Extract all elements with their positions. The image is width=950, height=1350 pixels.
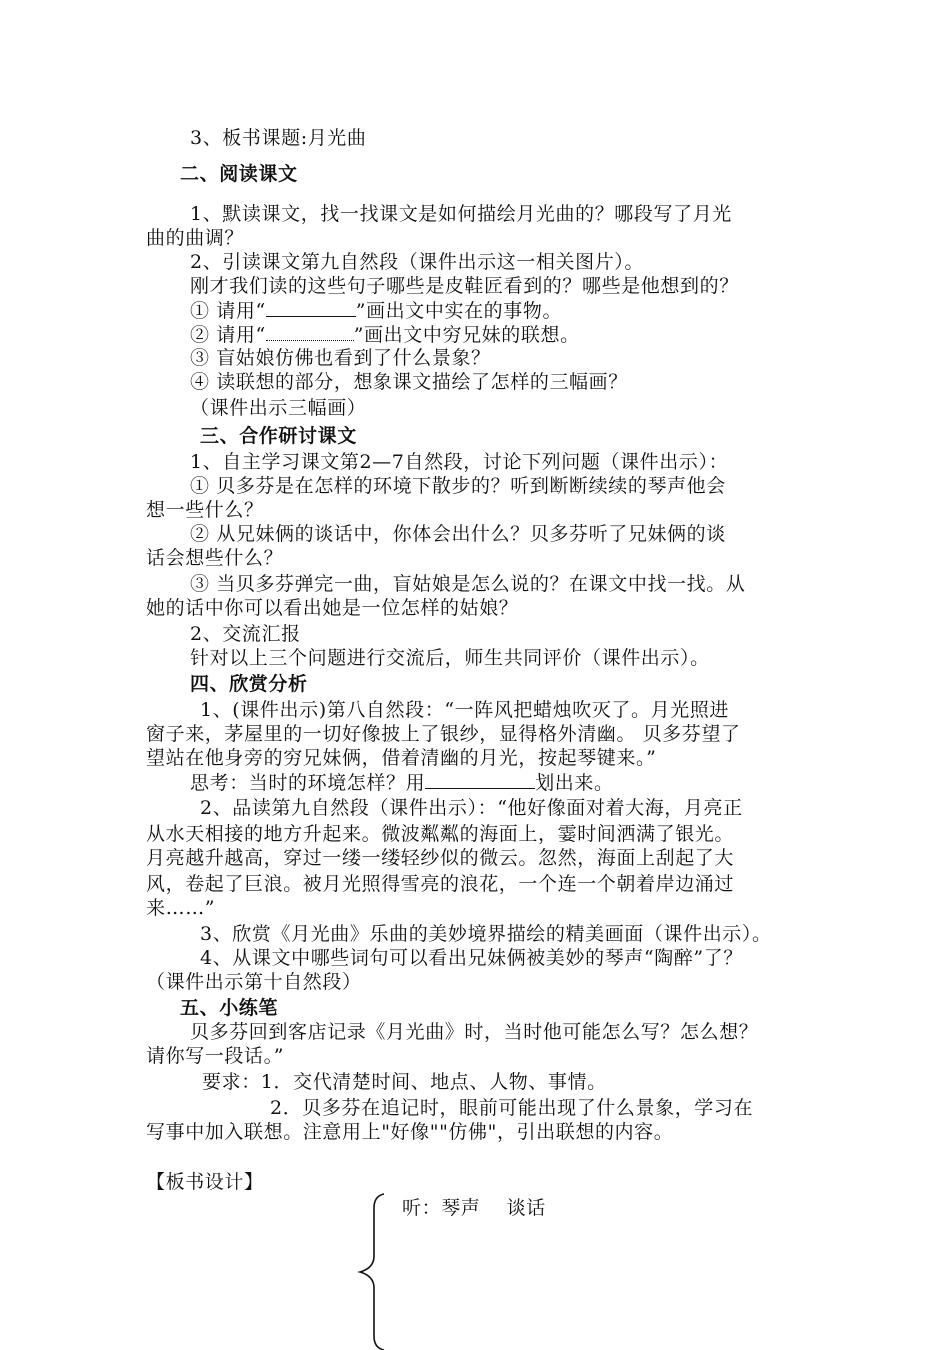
s2-task1-pre: ① 请用“ bbox=[190, 300, 266, 322]
s3-q2: 2、交流汇报 bbox=[190, 623, 301, 645]
section-3-heading: 三、合作研讨课文 bbox=[200, 425, 357, 447]
s4-a4-note: （课件出示第十自然段） bbox=[146, 971, 362, 993]
s3-p2-line2: 话会想些什么？ bbox=[146, 547, 284, 569]
s4-think-pre: 思考：当时的环境怎样？用 bbox=[190, 772, 426, 794]
s5-requirement-1: 要求：1．交代清楚时间、地点、人物、事情。 bbox=[202, 1071, 607, 1093]
section-5-heading: 五、小练笔 bbox=[180, 997, 279, 1019]
s2-q1-line2: 曲的曲调？ bbox=[146, 227, 245, 249]
s4-a1-line1: 1、(课件出示)第八自然段：“一阵风把蜡烛吹灭了。月光照进 bbox=[200, 699, 730, 721]
s4-a1-line3: 望站在他身旁的穷兄妹俩，借着清幽的月光，按起琴键来。” bbox=[146, 747, 657, 769]
s2-task4-note: （课件出示三幅画） bbox=[190, 397, 367, 419]
s2-task1 bbox=[190, 298, 562, 323]
s2-q2-prompt: 刚才我们读的这些句子哪些是皮鞋匠看到的？哪些是他想到的？ bbox=[190, 275, 739, 297]
s5-requirement-2-line2: 写事中加入联想。注意用上"好像""仿佛"，引出联想的内容。 bbox=[146, 1121, 674, 1143]
s3-q2-detail: 针对以上三个问题进行交流后，师生共同评价（课件出示）。 bbox=[190, 647, 710, 669]
s3-p1-line2: 想一些什么？ bbox=[146, 499, 264, 521]
s3-p1-line1: ① 贝多芬是在怎样的环境下散步的？听到断断续续的琴声他会 bbox=[190, 475, 726, 497]
s4-think-post: 划出来。 bbox=[535, 772, 614, 794]
s2-task2-post: ”画出文中穷兄妹的联想。 bbox=[353, 324, 580, 346]
s4-a2-line1: 2、品读第九自然段（课件出示）：“他好像面对着大海，月亮正 bbox=[200, 797, 743, 819]
solid-underline-blank bbox=[266, 298, 356, 317]
s4-a2-line3: 月亮越升越高，穿过一缕一缕轻纱似的微云。忽然，海面上刮起了大 bbox=[146, 847, 735, 869]
s4-think bbox=[190, 770, 614, 795]
s4-a2-line4: 风，卷起了巨浪。被月光照得雪亮的浪花，一个连一个朝着岸边涌过 bbox=[146, 873, 735, 895]
s5-requirement-2-line1: 2．贝多芬在追记时，眼前可能出现了什么景象，学习在 bbox=[270, 1097, 754, 1119]
s4-a4: 4、从课文中哪些词句可以看出兄妹俩被美妙的琴声“陶醉”了？ bbox=[200, 947, 743, 969]
s4-a2-line2: 从水天相接的地方升起来。微波粼粼的海面上，霎时间洒满了银光。 bbox=[146, 823, 735, 845]
board-listen: 听：琴声 谈话 bbox=[402, 1197, 546, 1219]
dotted-underline-blank bbox=[266, 322, 354, 341]
s2-task1-post: ”画出文中实在的事物。 bbox=[355, 300, 563, 322]
s4-a2-line5: 来……” bbox=[146, 897, 216, 919]
left-brace-icon bbox=[352, 1190, 402, 1350]
section-2-heading: 二、阅读课文 bbox=[180, 163, 298, 185]
s5-prompt-line1: 贝多芬回到客店记录《月光曲》时，当时他可能怎么写？怎么想？ bbox=[190, 1021, 759, 1043]
s2-task4: ④ 读联想的部分，想象课文描绘了怎样的三幅画？ bbox=[190, 371, 628, 393]
board-design-title: 【板书设计】 bbox=[146, 1171, 264, 1193]
s2-task3: ③ 盲姑娘仿佛也看到了什么景象？ bbox=[190, 347, 491, 369]
s2-task2 bbox=[190, 322, 580, 347]
s3-p3-line1: ③ 当贝多芬弹完一曲，盲姑娘是怎么说的？在课文中找一找。从 bbox=[190, 573, 746, 595]
s2-task2-pre: ② 请用“ bbox=[190, 324, 266, 346]
s4-a1-line2: 窗子来，茅屋里的一切好像披上了银纱，显得格外清幽。 贝多芬望了 bbox=[146, 723, 741, 745]
s3-p2-line1: ② 从兄妹俩的谈话中，你体会出什么？贝多芬听了兄妹俩的谈 bbox=[190, 523, 726, 545]
intro-item-3: 3、板书课题:月光曲 bbox=[190, 127, 367, 149]
solid-underline-blank bbox=[425, 770, 535, 789]
s2-q2: 2、引读课文第九自然段（课件出示这一相关图片）。 bbox=[190, 251, 644, 273]
section-4-heading: 四、欣赏分析 bbox=[190, 673, 308, 695]
s2-q1-line1: 1、默读课文，找一找课文是如何描绘月光曲的？哪段写了月光 bbox=[190, 203, 732, 225]
s3-p3-line2: 她的话中你可以看出她是一位怎样的姑娘？ bbox=[146, 597, 519, 619]
s4-a3: 3、欣赏《月光曲》乐曲的美妙境界描绘的精美画面（课件出示）。 bbox=[200, 923, 772, 945]
s3-q1: 1、自主学习课文第2—7自然段，讨论下列问题（课件出示）： bbox=[190, 451, 729, 473]
s5-prompt-line2: 请你写一段话。” bbox=[146, 1045, 285, 1067]
